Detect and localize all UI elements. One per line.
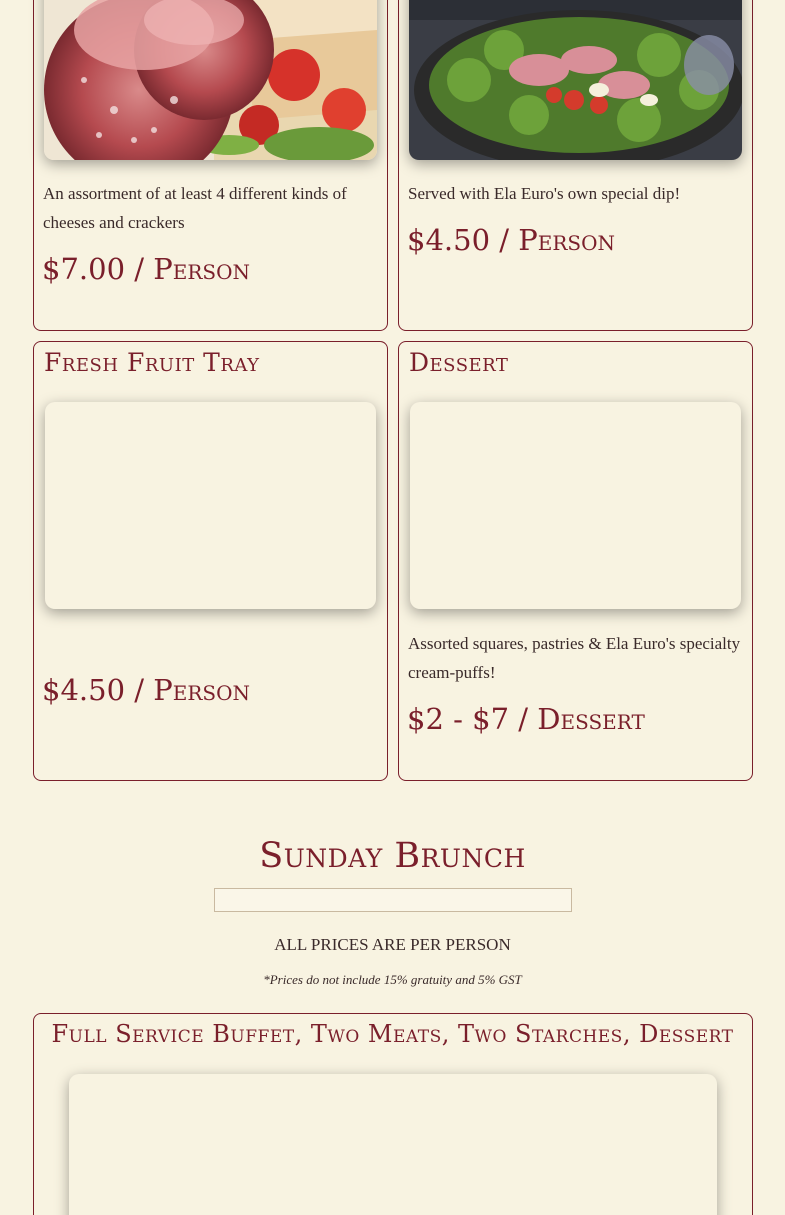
buffet-image xyxy=(69,1074,717,1215)
all-prices-note: ALL PRICES ARE PER PERSON xyxy=(274,935,511,954)
vegetable-description: Served with Ela Euro's own special dip! xyxy=(408,184,681,203)
dessert-description: Assorted squares, pastries & Ela Euro's specialty cream-puffs! xyxy=(408,634,741,682)
fruit-tray-price: $4.50 / Person xyxy=(42,673,250,707)
meat-cheese-platter-image xyxy=(44,0,377,160)
meat-cheese-platter-icon xyxy=(44,0,377,160)
vegetable-platter-image xyxy=(409,0,742,160)
vegetable-platter-icon xyxy=(409,0,742,160)
fruit-tray-title: Fresh Fruit Tray xyxy=(44,348,260,377)
fruit-tray-image xyxy=(45,402,376,609)
dessert-price: $2 - $7 / Dessert xyxy=(407,702,645,736)
gratuity-note: *Prices do not include 15% gratuity and 5% GST xyxy=(263,972,522,987)
heading-divider xyxy=(214,888,572,912)
cheese-description: An assortment of at least 4 different kinds of cheeses and crackers xyxy=(43,184,347,232)
vegetable-price: $4.50 / Person xyxy=(407,223,615,257)
buffet-title: Full Service Buffet, Two Meats, Two Starches, Dessert xyxy=(51,1020,734,1048)
dessert-title: Dessert xyxy=(409,348,509,377)
sunday-brunch-heading: Sunday Brunch xyxy=(259,836,526,876)
dessert-image xyxy=(410,402,741,609)
cheese-price: $7.00 / Person xyxy=(42,252,250,286)
